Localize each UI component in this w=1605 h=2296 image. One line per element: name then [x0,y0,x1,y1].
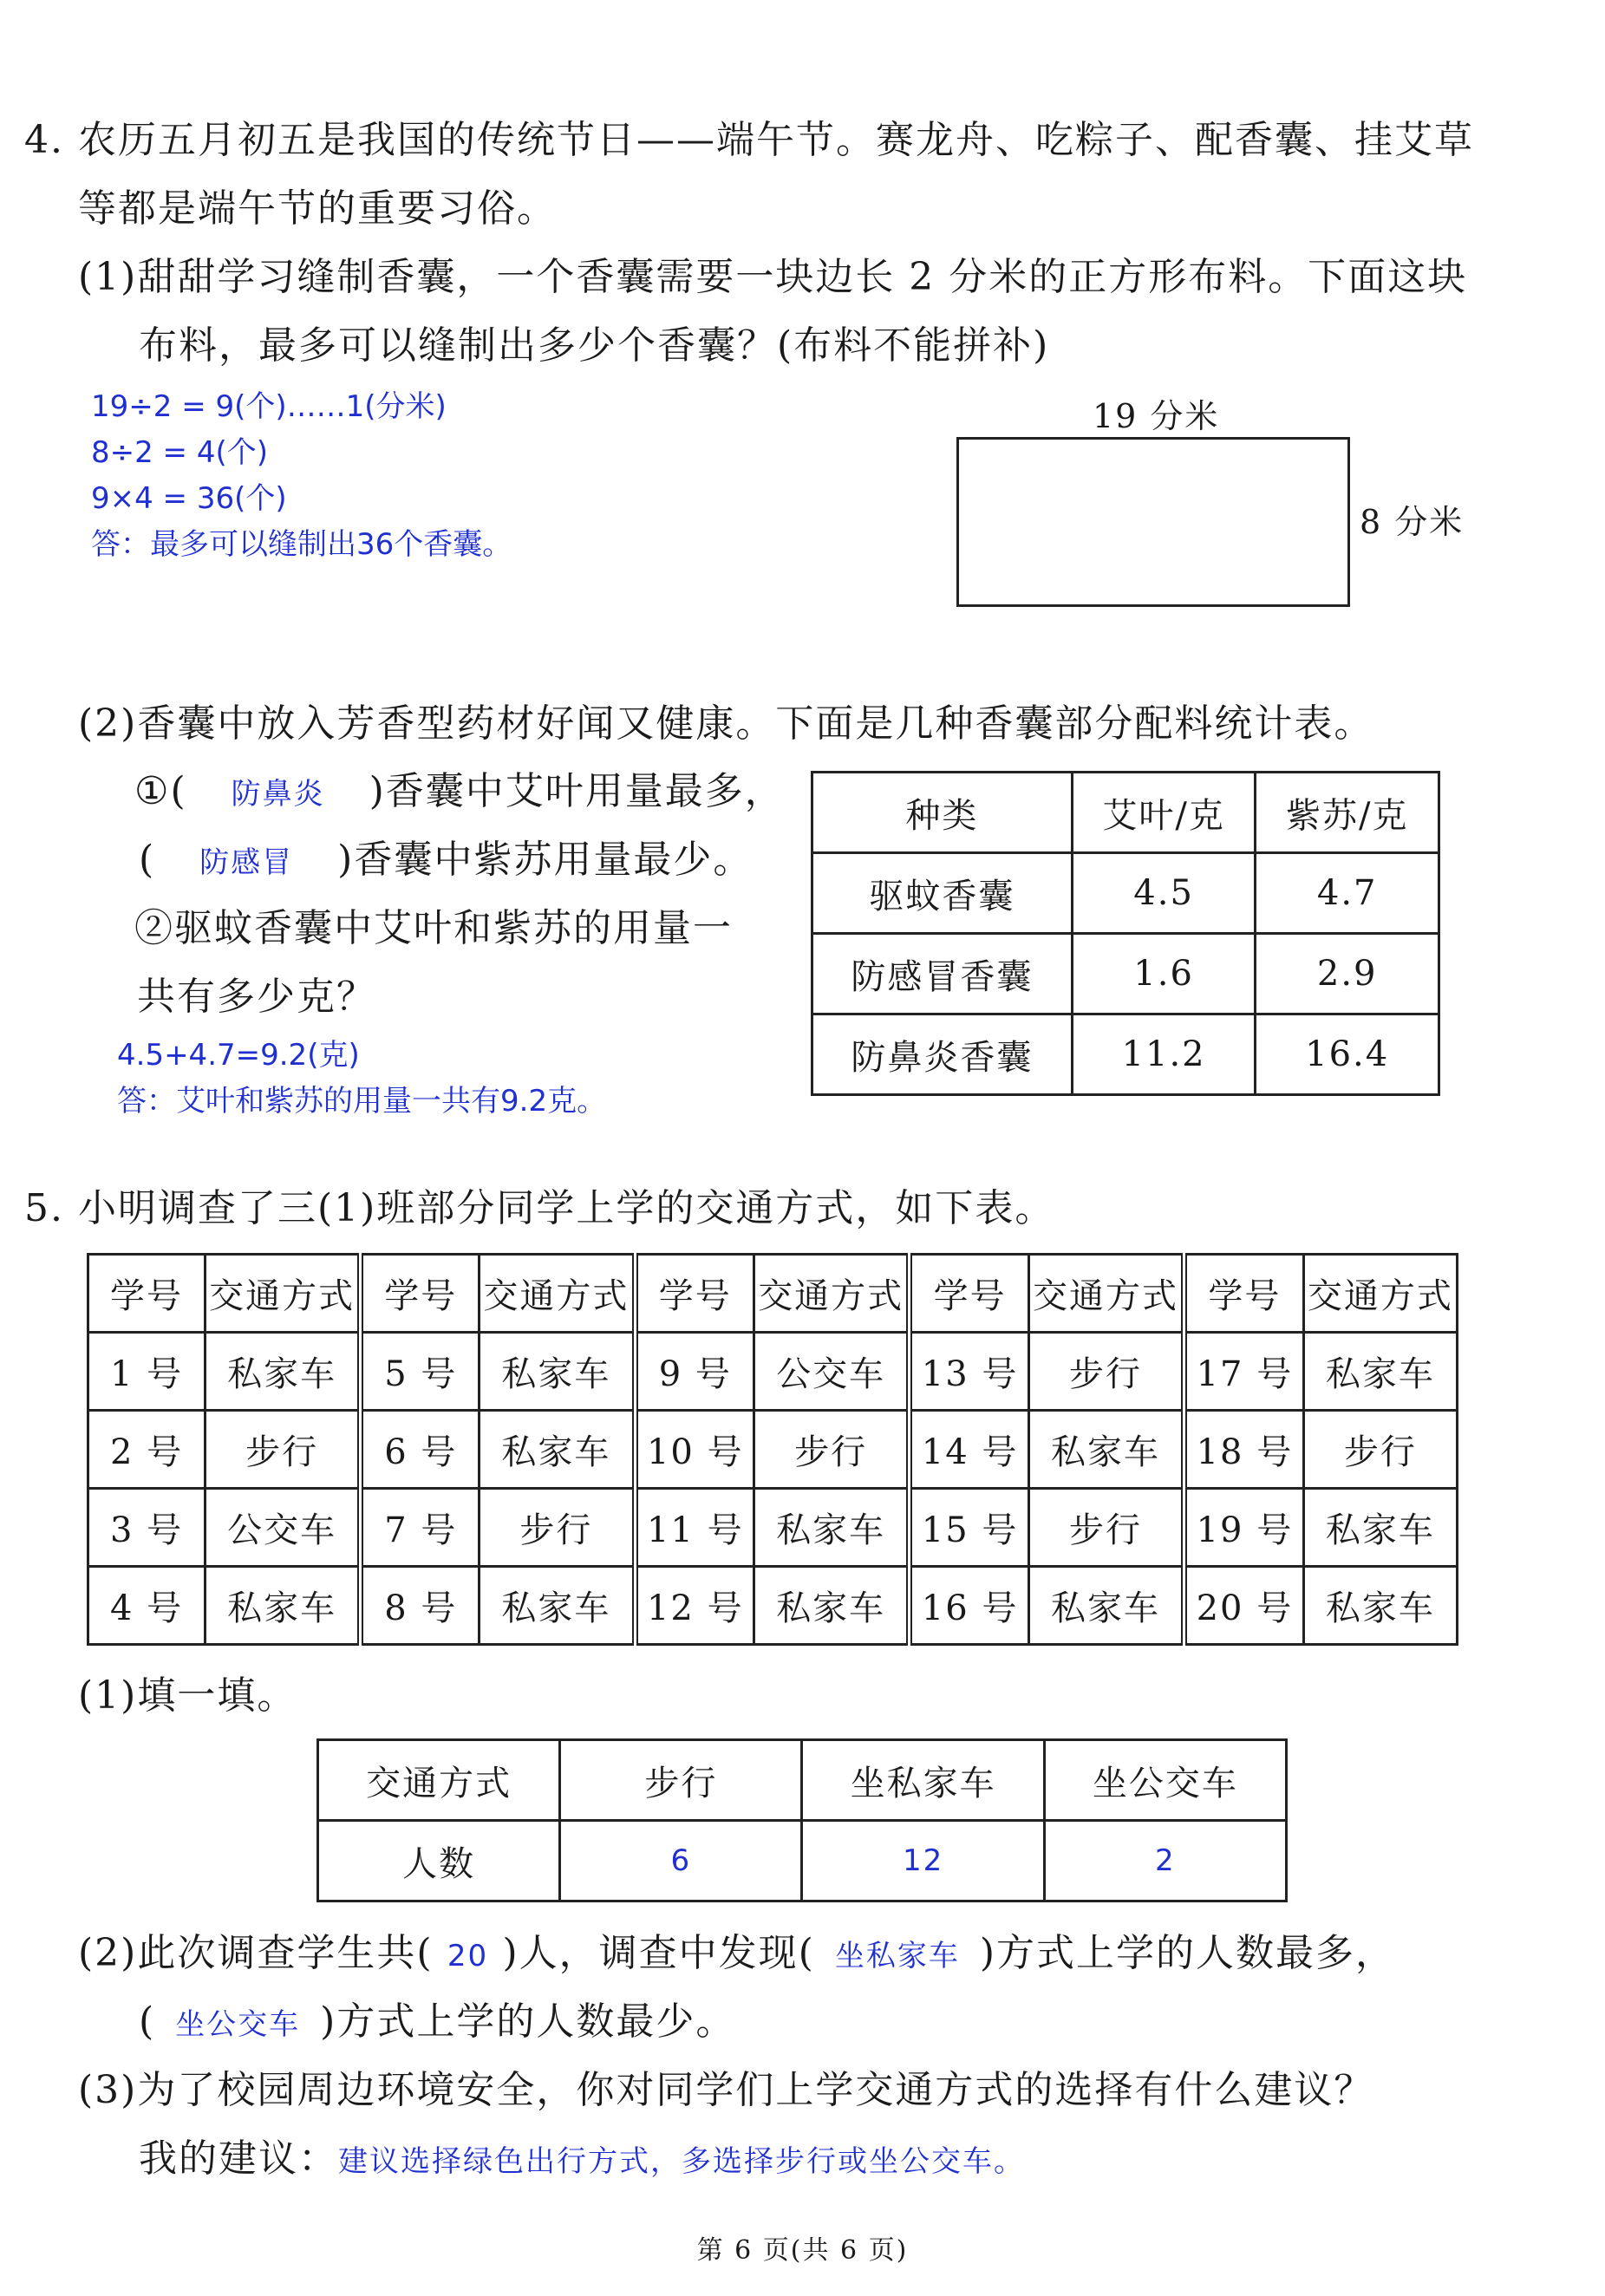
table-cell: 1 号 [88,1333,206,1411]
q5-part2-line2-prefix: ( [139,1999,156,2044]
count-header-cell: 坐公交车 [1044,1740,1286,1821]
table-cell: 3 号 [88,1489,206,1567]
q5-part3-text: (3)为了校园周边环境安全，你对同学们上学交通方式的选择有什么建议？ [78,2068,1374,2112]
table-cell: 14 号 [910,1411,1029,1489]
table-cell: 12 号 [635,1567,754,1645]
q4-intro-line1: 农历五月初五是我国的传统节日——端午节。赛龙舟、吃粽子、配香囊、挂艾草 [78,118,1474,162]
table-cell: 步行 [1028,1489,1184,1567]
table-cell: 2.9 [1256,934,1439,1014]
survey-header-cell: 学号 [88,1255,206,1333]
count-walk-value: 6 [560,1821,802,1901]
q5-answer-most: 坐私家车 [834,1939,960,1973]
table-cell: 4.7 [1256,853,1439,934]
page-footer: 第 6 页(共 6 页) [696,2235,909,2266]
survey-header-cell: 学号 [635,1255,754,1333]
survey-header-row [88,1255,1458,1333]
table-row [88,1333,1458,1411]
q5-part2-line2 [139,1998,735,2049]
table-cell: 20 号 [1184,1567,1304,1645]
table-cell: 公交车 [754,1333,910,1411]
q4-part2-sub2-line2: 共有多少克？ [137,975,376,1019]
table-row [88,1567,1458,1645]
table-cell: 16 号 [910,1567,1029,1645]
q4-intro-line2: 等都是端午节的重要习俗。 [78,186,557,231]
table-cell: 私家车 [480,1567,635,1645]
table-cell: 9 号 [635,1333,754,1411]
q5-answer-least: 坐公交车 [175,2007,301,2042]
survey-header-cell: 交通方式 [480,1255,635,1333]
table-cell: 私家车 [1303,1567,1457,1645]
q5-part2-suffix: )方式上学的人数最多， [979,1931,1396,1975]
survey-header-cell: 学号 [1184,1255,1304,1333]
q5-part1-text: (1)填一填。 [78,1673,297,1718]
transport-count-table [316,1738,1288,1902]
q4-sub1-answer-b: 防感冒 [199,845,294,880]
q5-answer-total: 20 [447,1939,489,1973]
table-cell: 4 号 [88,1567,206,1645]
q4-number: 4. [24,118,64,162]
q4-part2-answer-1: 4.5+4.7=9.2(克) [117,1038,360,1073]
q5-number: 5. [24,1186,64,1230]
q4-sub1-prefix: ①( [134,769,187,813]
q5-part2-line2-suffix: )方式上学的人数最少。 [320,1999,736,2044]
q4-part2-text: (2)香囊中放入芳香型药材好闻又健康。下面是几种香囊部分配料统计表。 [78,701,1374,746]
q5-intro: 小明调查了三(1)班部分同学上学的交通方式，如下表。 [78,1186,1055,1230]
q5-part2-line1 [78,1929,1395,1980]
table-row [812,934,1439,1014]
table-header-row [812,773,1439,853]
q5-part3-answer: 建议选择绿色出行方式，多选择步行或坐公交车。 [338,2144,1025,2179]
table-cell: 公交车 [206,1489,361,1567]
table-row [812,1014,1439,1095]
transport-survey-table [87,1253,1458,1646]
fabric-rectangle [956,437,1350,607]
table-cell: 步行 [480,1489,635,1567]
count-car-value: 12 [802,1821,1044,1901]
count-header-cell: 步行 [560,1740,802,1821]
table-cell: 16.4 [1256,1014,1439,1095]
count-row-label: 人数 [318,1821,560,1901]
sachet-ingredient-table [811,771,1440,1096]
table-cell: 13 号 [910,1333,1029,1411]
table-cell: 4.5 [1072,853,1256,934]
table-cell: 19 号 [1184,1489,1304,1567]
table-cell: 步行 [206,1411,361,1489]
table-cell: 私家车 [1303,1333,1457,1411]
table-cell: 6 号 [361,1411,480,1489]
table-cell: 私家车 [754,1567,910,1645]
survey-header-cell: 学号 [910,1255,1029,1333]
q4-part2-answer-2: 答：艾叶和紫苏的用量一共有9.2克。 [117,1084,607,1119]
table-cell: 私家车 [480,1411,635,1489]
table-cell: 私家车 [206,1333,361,1411]
table-cell: 11 号 [635,1489,754,1567]
survey-header-cell: 学号 [361,1255,480,1333]
table-cell: 防感冒香囊 [812,934,1073,1014]
table-cell: 私家车 [480,1333,635,1411]
survey-header-cell: 交通方式 [754,1255,910,1333]
q4-part2-sub1 [134,767,785,819]
count-header-cell: 交通方式 [318,1740,560,1821]
q4-sub1-suffix: )香囊中艾叶用量最多， [369,769,785,813]
table-cell: 防鼻炎香囊 [812,1014,1073,1095]
q5-part3-label: 我的建议： [139,2136,338,2181]
survey-header-cell: 交通方式 [1028,1255,1184,1333]
table-header-cell: 紫苏/克 [1256,773,1439,853]
table-cell: 18 号 [1184,1411,1304,1489]
fabric-height-label: 8 分米 [1360,503,1465,541]
q4-part1-answer-3: 9×4 = 36(个) [91,481,287,516]
table-cell: 驱蚊香囊 [812,853,1073,934]
table-cell: 5 号 [361,1333,480,1411]
table-row [318,1821,1287,1901]
table-cell: 17 号 [1184,1333,1304,1411]
q4-part1-text-line2: 布料，最多可以缝制出多少个香囊？(布料不能拼补) [139,323,1050,368]
fabric-width-label: 19 分米 [1093,397,1220,435]
table-row [88,1411,1458,1489]
table-row [812,853,1439,934]
table-cell: 私家车 [1028,1567,1184,1645]
table-cell: 8 号 [361,1567,480,1645]
q4-part1-answer-4: 答：最多可以缝制出36个香囊。 [91,527,512,562]
q4-part1-answer-1: 19÷2 = 9(个)……1(分米) [91,389,447,424]
survey-header-cell: 交通方式 [1303,1255,1457,1333]
q5-part2-prefix: (2)此次调查学生共( [78,1931,434,1975]
table-cell: 2 号 [88,1411,206,1489]
q4-part1-text-line1: (1)甜甜学习缝制香囊，一个香囊需要一块边长 2 分米的正方形布料。下面这块 [78,255,1468,299]
count-bus-value: 2 [1044,1821,1286,1901]
q4-part1-answer-2: 8÷2 = 4(个) [91,435,269,470]
table-cell: 7 号 [361,1489,480,1567]
q4-sub1b-suffix: )香囊中紫苏用量最少。 [337,838,754,882]
q4-part2-sub1b [139,836,753,887]
table-cell: 私家车 [1303,1489,1457,1567]
count-header-row [318,1740,1287,1821]
count-header-cell: 坐私家车 [802,1740,1044,1821]
table-header-cell: 艾叶/克 [1072,773,1256,853]
table-cell: 15 号 [910,1489,1029,1567]
table-cell: 1.6 [1072,934,1256,1014]
table-row [88,1489,1458,1567]
table-cell: 私家车 [1028,1411,1184,1489]
table-cell: 步行 [1303,1411,1457,1489]
q4-part2-sub2-line1: ②驱蚊香囊中艾叶和紫苏的用量一 [134,906,733,950]
table-cell: 步行 [1028,1333,1184,1411]
table-header-cell: 种类 [812,773,1073,853]
table-cell: 11.2 [1072,1014,1256,1095]
q5-part3-answer-line [139,2135,1025,2186]
table-cell: 步行 [754,1411,910,1489]
table-cell: 10 号 [635,1411,754,1489]
table-cell: 私家车 [754,1489,910,1567]
q5-part2-mid: )人，调查中发现( [502,1931,815,1975]
q4-sub1-answer-a: 防鼻炎 [231,777,325,812]
table-cell: 私家车 [206,1567,361,1645]
survey-header-cell: 交通方式 [206,1255,361,1333]
q4-sub1b-prefix: ( [139,838,156,882]
